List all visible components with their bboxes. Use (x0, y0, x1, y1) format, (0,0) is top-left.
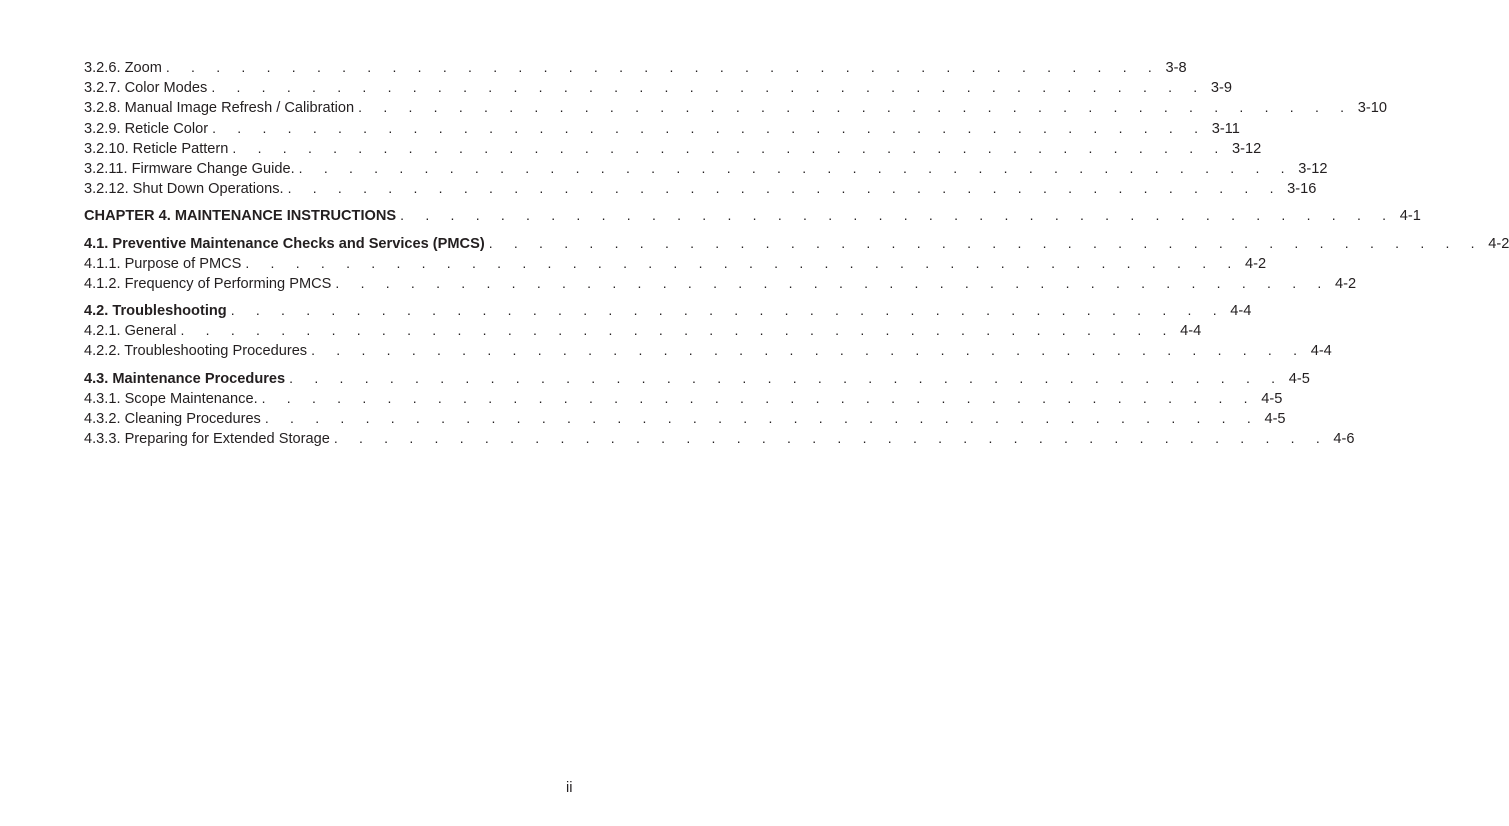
entry-page-number: 4-4 (1310, 343, 1332, 360)
entry-page-number: 3-8 (1165, 60, 1187, 76)
toc-entry-4-1-1[interactable] (84, 253, 1267, 273)
entry-title: 3.2.10. Reticle Pattern (84, 140, 229, 157)
dot-leader: . . . . . . . . . . . . . . . . . . . . . . . . . . . . . . . . . . . . . . . . (400, 207, 1395, 224)
entry-page-number: 3-12 (1232, 140, 1262, 157)
toc-entry-4-1[interactable] (84, 233, 1509, 253)
dot-leader: . . . . . . . . . . . . . . . . . . . . . . . . . . . . . . . . . . . . . . . . (245, 254, 1240, 271)
dot-leader: . . . . . . . . . . . . . . . . . . . . . . . . . . . . . . . . . . . . . . . . (261, 389, 1257, 406)
dot-leader: . . . . . . . . . . . . . . . . . . . . . . . . . . . . . . . . . . . . . . . . (289, 369, 1284, 386)
chapter-title: CHAPTER 4. MAINTENANCE INSTRUCTIONS (84, 208, 397, 225)
section-title: 4.2. Troubleshooting (84, 303, 227, 320)
entry-title: 4.3.3. Preparing for Extended Storage (84, 431, 330, 448)
entry-page-number: 3-10 (1357, 100, 1387, 117)
dot-leader: . . . . . . . . . . . . . . . . . . . . . . . . . . . . . . . . . . . . . . . . (212, 119, 1207, 136)
dot-leader: . . . . . . . . . . . . . . . . . . . . . . . . . . . . . . . . . . . . . . . . (335, 274, 1330, 291)
dot-leader: . . . . . . . . . . . . . . . . . . . . . . . . . . . . . . . . . . . . . . . . (358, 99, 1353, 116)
entry-page-number: 4-4 (1180, 323, 1202, 340)
table-of-contents (84, 57, 1509, 448)
entry-page-number: 3-9 (1210, 80, 1232, 97)
dot-leader: . . . . . . . . . . . . . . . . . . . . . . . . . . . . . . . . . . . . . . . . (333, 430, 1329, 447)
entry-title: 3.2.6. Zoom (84, 60, 162, 76)
toc-entry-3-2-6[interactable] (84, 57, 1187, 77)
dot-leader: . . . . . . . . . . . . . . . . . . . . . . . . . . . . . . . . . . . . . . . . (264, 410, 1260, 426)
dot-leader: . . . . . . . . . . . . . . . . . . . . . . . . . . . . . . . . . . . . . . . . (298, 159, 1294, 176)
toc-entry-3-2-9[interactable] (84, 118, 1240, 138)
toc-entry-4-3-1[interactable] (84, 388, 1283, 408)
toc-entry-3-2-11[interactable] (84, 158, 1328, 178)
toc-entry-4-3-3[interactable] (84, 428, 1355, 448)
dot-leader: . . . . . . . . . . . . . . . . . . . . . . . . . . . . . . . . . . . . . . . . (230, 302, 1226, 319)
entry-title: 4.2.1. General (84, 323, 177, 340)
entry-page-number: 4-2 (1244, 255, 1267, 272)
entry-title: 4.1.2. Frequency of Performing PMCS (84, 275, 332, 292)
toc-entry-4-3-2[interactable] (84, 408, 1286, 428)
toc-entry-3-2-8[interactable] (84, 97, 1387, 117)
dot-leader: . . . . . . . . . . . . . . . . . . . . . . . . . . . . . . . . . . . . . . . . (180, 322, 1176, 339)
entry-page-number: 4-1 (1399, 208, 1421, 225)
section-title: 4.3. Maintenance Procedures (84, 370, 286, 387)
toc-entry-3-2-10[interactable] (84, 138, 1262, 158)
entry-page-number: 4-2 (1334, 275, 1357, 292)
dot-leader: . . . . . . . . . . . . . . . . . . . . . . . . . . . . . . . . . . . . . . . . (232, 139, 1227, 156)
entry-title: 4.3.2. Cleaning Procedures (84, 411, 261, 427)
entry-page-number: 4-6 (1333, 431, 1355, 448)
dot-leader: . . . . . . . . . . . . . . . . . . . . . . . . . . . . . . . . . . . . . . . . (311, 342, 1306, 359)
entry-page-number: 3-12 (1298, 160, 1328, 177)
entry-title: 3.2.8. Manual Image Refresh / Calibration (84, 100, 355, 117)
toc-entry-4-3[interactable] (84, 368, 1310, 388)
dot-leader: . . . . . . . . . . . . . . . . . . . . . . . . . . . . . . . . . . . . . . . . (165, 59, 1161, 75)
entry-title: 3.2.11. Firmware Change Guide. (84, 160, 295, 177)
entry-title: 3.2.12. Shut Down Operations. (84, 181, 284, 198)
entry-page-number: 4-5 (1288, 370, 1310, 387)
section-title: 4.1. Preventive Maintenance Checks and Services (PMCS) (84, 235, 485, 252)
dot-leader: . . . . . . . . . . . . . . . . . . . . . . . . . . . . . . . . . . . . . . . . (488, 234, 1484, 251)
entry-page-number: 4-4 (1230, 303, 1252, 320)
toc-entry-3-2-7[interactable] (84, 77, 1232, 97)
entry-title: 4.3.1. Scope Maintenance. (84, 390, 258, 407)
toc-entry-4-2-2[interactable] (84, 340, 1332, 360)
entry-title: 4.1.1. Purpose of PMCS (84, 255, 242, 272)
entry-page-number: 3-16 (1287, 181, 1317, 198)
entry-page-number: 4-5 (1261, 390, 1283, 407)
toc-entry-3-2-12[interactable] (84, 178, 1317, 198)
entry-title: 4.2.2. Troubleshooting Procedures (84, 343, 308, 360)
toc-entry-4-2[interactable] (84, 300, 1252, 320)
entry-page-number: 3-11 (1211, 120, 1240, 137)
page-number: ii (566, 780, 573, 796)
entry-title: 3.2.7. Color Modes (84, 80, 208, 97)
toc-entry-chapter-4[interactable] (84, 205, 1421, 225)
dot-leader: . . . . . . . . . . . . . . . . . . . . . . . . . . . . . . . . . . . . . . . . (211, 79, 1206, 96)
entry-page-number: 4-5 (1264, 411, 1286, 427)
toc-entry-4-1-2[interactable] (84, 273, 1357, 293)
entry-page-number: 4-2 (1488, 235, 1509, 252)
entry-title: 3.2.9. Reticle Color (84, 120, 209, 137)
dot-leader: . . . . . . . . . . . . . . . . . . . . . . . . . . . . . . . . . . . . . . . . (287, 180, 1283, 197)
toc-entry-4-2-1[interactable] (84, 320, 1202, 340)
